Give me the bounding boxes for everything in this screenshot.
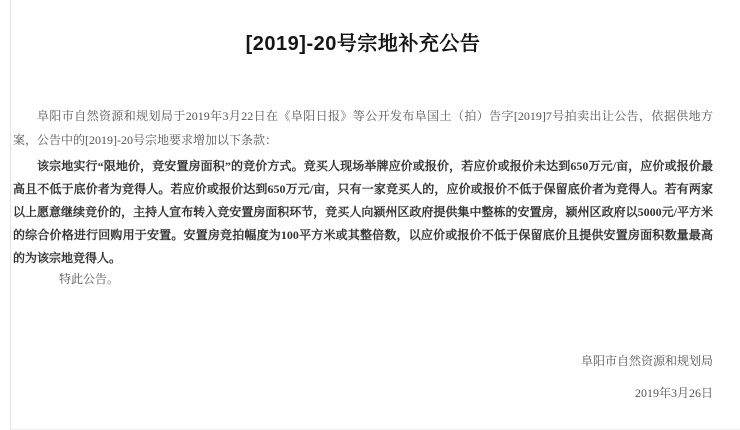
paragraph-bidding-terms: 该宗地实行“限地价，竞安置房面积”的竞价方式。竞买人现场举牌应价或报价，若应价或报价未达到650万元/亩，应价或报价最高且不低于底价者为竞得人。若应价或报价达到650万元/亩，只有一家竞买人的，应价或报价不低于保留底价者为竞得人。若有两家以上愿意继续竞价的，主持人宣布转入竞安置房面积环节，竞买人向颍州区政府提供集中整栋的安置房，颍州区政府以5000元/平方米的综合价格进行回购用于安置。安置房竞拍幅度为100平方米或其整倍数，以应价或报价不低于保留底价且提供安置房面积数量最高的为该宗地竞得人。 — [13, 159, 713, 265]
paragraph-intro: 阜阳市自然资源和规划局于2019年3月22日在《阜阳日报》等公开发布阜国土（拍）告字[2019]7号拍卖出让公告，依据供地方案，公告中的[2019]-20号宗地要求增加以下条款： — [13, 109, 713, 147]
issuer-name: 阜阳市自然资源和规划局 — [580, 354, 713, 368]
announcement-title: [2019]-20号宗地补充公告 — [245, 33, 481, 55]
signature-block — [13, 349, 713, 405]
paragraph-closing: 特此公告。 — [59, 272, 120, 286]
announcement-page — [10, 0, 740, 430]
issue-date: 2019年3月26日 — [634, 386, 713, 400]
